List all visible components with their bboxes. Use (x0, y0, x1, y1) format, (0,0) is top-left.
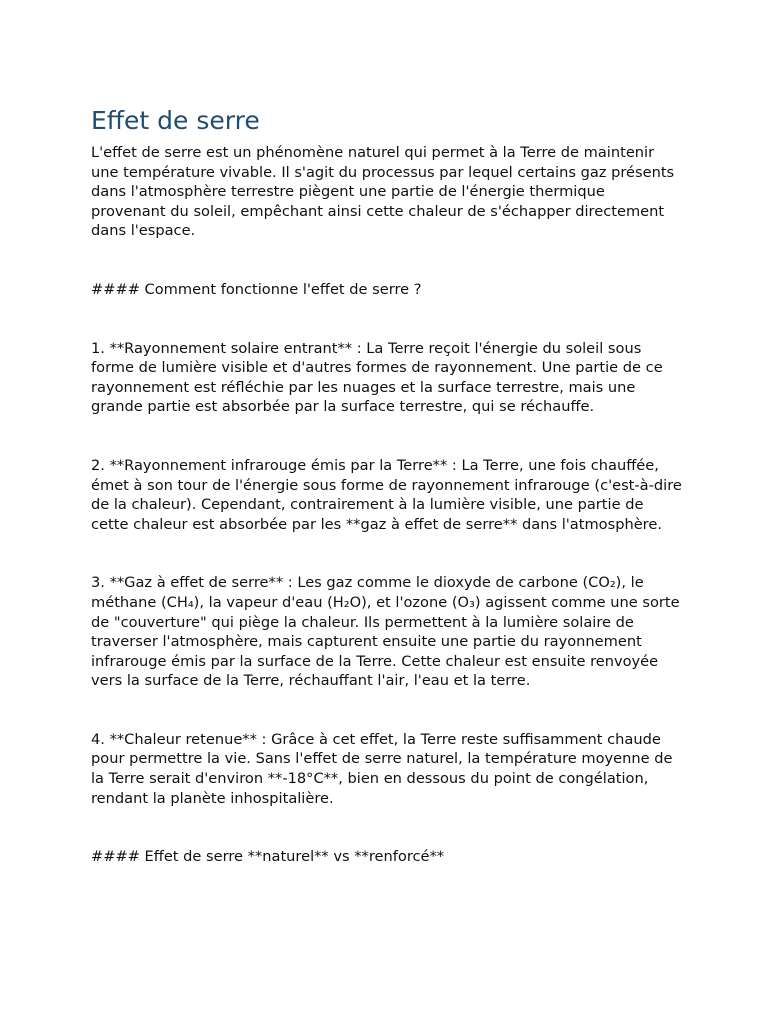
list-item-1: 1. **Rayonnement solaire entrant** : La Terre reçoit l'énergie du soleil sous forme de lumière visible et d'autres formes de rayonnement. Une partie de ce rayonnement est réfléchie par les nuages et la surface terrestre, mais une grande partie est absorbée par la surface terrestre, qui se réchauffe. (91, 339, 663, 416)
list-item-4: 4. **Chaleur retenue** : Grâce à cet effet, la Terre reste suffisamment chaude pour permettre la vie. Sans l'effet de serre naturel, la température moyenne de la Terre serait d'environ **-18°C**, bien en dessous du point de congélation, rendant la planète inhospitalière. (91, 730, 673, 807)
section-heading-natural-vs-enhanced: #### Effet de serre **naturel** vs **renforcé** (91, 848, 445, 866)
list-item-3: 3. **Gaz à effet de serre** : Les gaz comme le dioxyde de carbone (CO₂), le méthane (CH₄), la vapeur d'eau (H₂O), et l'ozone (O₃) agissent comme une sorte de "couverture" qui piège la chaleur. Ils permettent à la lumière solaire de traverser l'atmosphère, mais capturent ensuite une partie du rayonnement infrarouge émis par la surface de la Terre. Cette chaleur est ensuite renvoyée vers la surface de la Terre, réchauffant l'air, l'eau et la terre. (91, 574, 680, 690)
intro-paragraph: L'effet de serre est un phénomène naturel qui permet à la Terre de maintenir une température vivable. Il s'agit du processus par lequel certains gaz présents dans l'atmosphère terrestre piègent une partie de l'énergie thermique provenant du soleil, empêchant ainsi cette chaleur de s'échapper directement dans l'espace. (91, 144, 675, 240)
section-heading-how-it-works: #### Comment fonctionne l'effet de serre ? (91, 280, 422, 298)
spacer (91, 417, 683, 456)
document-page (91, 104, 683, 867)
spacer (91, 300, 683, 339)
spacer (91, 808, 683, 847)
spacer (91, 534, 683, 573)
list-item-2: 2. **Rayonnement infrarouge émis par la Terre** : La Terre, une fois chauffée, émet à son tour de l'énergie sous forme de rayonnement infrarouge (c'est-à-dire de la chaleur). Cependant, contrairement à la lumière visible, une partie de cette chaleur est absorbée par les **gaz à effet de serre** dans l'atmosphère. (91, 456, 682, 533)
spacer (91, 241, 683, 280)
spacer (91, 691, 683, 730)
document-title: Effet de serre (91, 106, 260, 135)
